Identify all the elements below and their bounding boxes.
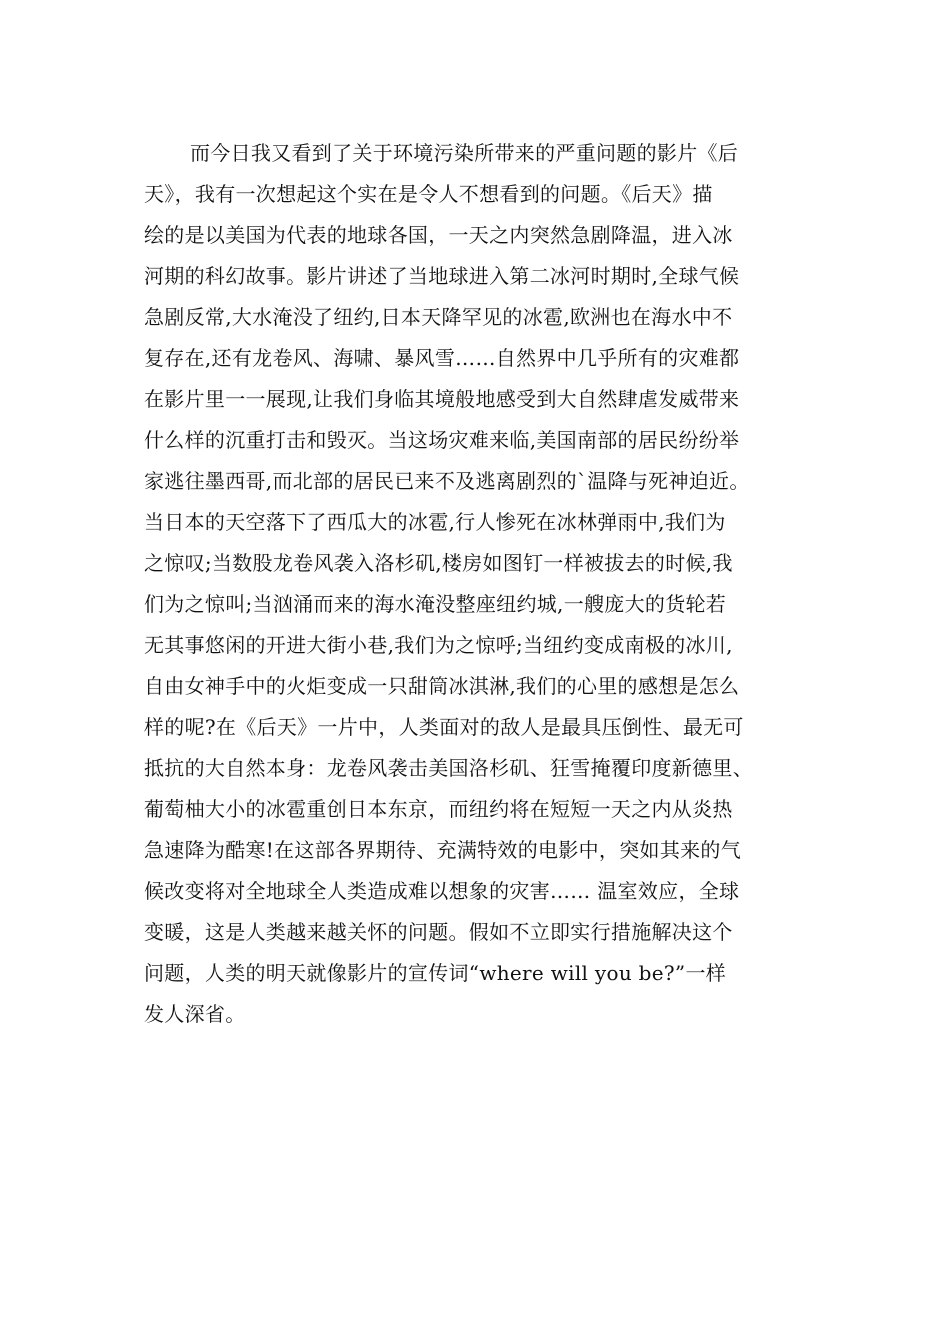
paragraph-line: 样的呢?在《后天》一片中，人类面对的敌人是最具压倒性、最无可 bbox=[144, 715, 744, 739]
paragraph-line: 抵抗的大自然本身：龙卷风袭击美国洛杉矶、狂雪掩覆印度新德里、 bbox=[144, 756, 753, 780]
paragraph-line: 而今日我又看到了关于环境污染所带来的严重问题的影片《后 bbox=[190, 141, 739, 165]
paragraph-line: 无其事悠闲的开进大街小巷,我们为之惊呼;当纽约变成南极的冰川, bbox=[144, 633, 733, 657]
paragraph-line: 之惊叹;当数股龙卷风袭入洛杉矶,楼房如图钉一样被拔去的时候,我 bbox=[144, 551, 733, 575]
paragraph-line: 问题，人类的明天就像影片的宣传词“where will you be?”一样 bbox=[144, 961, 727, 985]
paragraph-line: 急剧反常,大水淹没了纽约,日本天降罕见的冰雹,欧洲也在海水中不 bbox=[144, 305, 733, 329]
paragraph-line: 天》，我有一次想起这个实在是令人不想看到的问题。《后天》描 bbox=[144, 182, 713, 206]
paragraph-line: 葡萄柚大小的冰雹重创日本东京，而纽约将在短短一天之内从炎热 bbox=[144, 797, 733, 821]
paragraph-line: 自由女神手中的火炬变成一只甜筒冰淇淋,我们的心里的感想是怎么 bbox=[144, 674, 740, 698]
paragraph-line: 候改变将对全地球全人类造成难以想象的灾害…… 温室效应，全球 bbox=[144, 879, 740, 903]
paragraph-line: 发人深省。 bbox=[144, 1002, 246, 1026]
paragraph-line: 当日本的天空落下了西瓜大的冰雹,行人惨死在冰林弹雨中,我们为 bbox=[144, 510, 726, 534]
paragraph-line: 什么样的沉重打击和毁灭。当这场灾难来临,美国南部的居民纷纷举 bbox=[144, 428, 740, 452]
paragraph-line: 家逃往墨西哥,而北部的居民已来不及逃离剧烈的`温降与死神迫近。 bbox=[144, 469, 750, 493]
essay-paragraph bbox=[144, 133, 824, 1035]
paragraph-line: 变暖，这是人类越来越关怀的问题。假如不立即实行措施解决这个 bbox=[144, 920, 733, 944]
paragraph-line: 们为之惊叫;当汹涌而来的海水淹没整座纽约城,一艘庞大的货轮若 bbox=[144, 592, 727, 616]
paragraph-line: 在影片里一一展现,让我们身临其境般地感受到大自然肆虐发威带来 bbox=[144, 387, 740, 411]
paragraph-line: 河期的科幻故事。影片讲述了当地球进入第二冰河时期时,全球气候 bbox=[144, 264, 740, 288]
paragraph-line: 急速降为酷寒!在这部各界期待、充满特效的电影中，突如其来的气 bbox=[144, 838, 742, 862]
paragraph-line: 复存在,还有龙卷风、海啸、暴风雪……自然界中几乎所有的灾难都 bbox=[144, 346, 740, 370]
paragraph-line: 绘的是以美国为代表的地球各国，一天之内突然急剧降温，进入冰 bbox=[144, 223, 733, 247]
